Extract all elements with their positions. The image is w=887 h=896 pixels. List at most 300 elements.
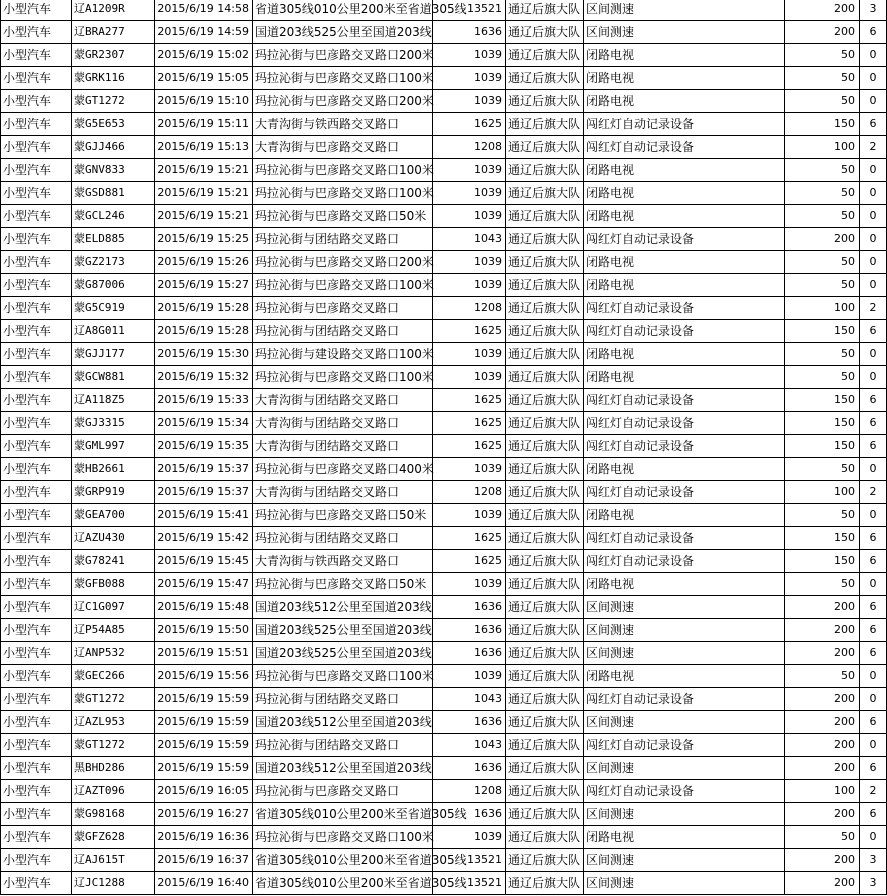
location-cell: 省道305线010公里200米至省道305线 [253, 872, 433, 895]
unit-cell: 通辽后旗大队 [506, 458, 584, 481]
plate-number-cell: 蒙G98168 [72, 803, 155, 826]
plate-number-cell: 蒙G87006 [72, 274, 155, 297]
unit-cell: 通辽后旗大队 [506, 205, 584, 228]
violation-code-cell: 1039 [433, 504, 506, 527]
violation-code-cell: 1039 [433, 274, 506, 297]
plate-number-cell: 蒙HB2661 [72, 458, 155, 481]
table-row [1, 872, 887, 895]
violation-time-cell: 2015/6/19 15:59 [155, 757, 253, 780]
fine-amount-cell: 50 [785, 67, 860, 90]
table-row [1, 0, 887, 21]
penalty-points-cell: 6 [860, 320, 887, 343]
unit-cell: 通辽后旗大队 [506, 527, 584, 550]
capture-method-cell: 闯红灯自动记录设备 [584, 320, 785, 343]
fine-amount-cell: 200 [785, 688, 860, 711]
vehicle-type-cell: 小型汽车 [1, 550, 72, 573]
vehicle-type-cell: 小型汽车 [1, 0, 72, 21]
vehicle-type-cell: 小型汽车 [1, 596, 72, 619]
unit-cell: 通辽后旗大队 [506, 642, 584, 665]
unit-cell: 通辽后旗大队 [506, 0, 584, 21]
fine-amount-cell: 150 [785, 113, 860, 136]
location-cell: 国道203线525公里至国道203线 [253, 21, 433, 44]
violation-code-cell: 1636 [433, 642, 506, 665]
table-row [1, 757, 887, 780]
unit-cell: 通辽后旗大队 [506, 297, 584, 320]
plate-number-cell: 蒙GZ2173 [72, 251, 155, 274]
unit-cell: 通辽后旗大队 [506, 435, 584, 458]
capture-method-cell: 区间测速 [584, 757, 785, 780]
table-row [1, 734, 887, 757]
violation-code-cell: 1625 [433, 435, 506, 458]
table-row [1, 205, 887, 228]
penalty-points-cell: 2 [860, 780, 887, 803]
violation-code-cell: 1043 [433, 734, 506, 757]
vehicle-type-cell: 小型汽车 [1, 803, 72, 826]
plate-number-cell: 蒙GRP919 [72, 481, 155, 504]
location-cell: 大青沟街与铁西路交叉路口 [253, 550, 433, 573]
penalty-points-cell: 6 [860, 803, 887, 826]
table-row [1, 458, 887, 481]
unit-cell: 通辽后旗大队 [506, 849, 584, 872]
violation-code-cell: 1625 [433, 527, 506, 550]
fine-amount-cell: 200 [785, 734, 860, 757]
violation-code-cell: 13521 [433, 0, 506, 21]
location-cell: 玛拉沁街与巴彦路交叉路口100米 [253, 366, 433, 389]
unit-cell: 通辽后旗大队 [506, 826, 584, 849]
unit-cell: 通辽后旗大队 [506, 389, 584, 412]
penalty-points-cell: 0 [860, 734, 887, 757]
penalty-points-cell: 0 [860, 366, 887, 389]
violation-code-cell: 1039 [433, 159, 506, 182]
table-row [1, 21, 887, 44]
capture-method-cell: 区间测速 [584, 21, 785, 44]
location-cell: 玛拉沁街与巴彦路交叉路口 [253, 780, 433, 803]
fine-amount-cell: 50 [785, 182, 860, 205]
plate-number-cell: 辽AZU430 [72, 527, 155, 550]
plate-number-cell: 辽P54A85 [72, 619, 155, 642]
table-row [1, 251, 887, 274]
violation-time-cell: 2015/6/19 15:59 [155, 688, 253, 711]
vehicle-type-cell: 小型汽车 [1, 849, 72, 872]
plate-number-cell: 蒙GJJ177 [72, 343, 155, 366]
unit-cell: 通辽后旗大队 [506, 274, 584, 297]
capture-method-cell: 闯红灯自动记录设备 [584, 481, 785, 504]
fine-amount-cell: 50 [785, 159, 860, 182]
location-cell: 玛拉沁街与巴彦路交叉路口100米 [253, 274, 433, 297]
location-cell: 玛拉沁街与巴彦路交叉路口100米 [253, 182, 433, 205]
violation-time-cell: 2015/6/19 15:35 [155, 435, 253, 458]
fine-amount-cell: 50 [785, 573, 860, 596]
vehicle-type-cell: 小型汽车 [1, 504, 72, 527]
capture-method-cell: 闯红灯自动记录设备 [584, 435, 785, 458]
violation-time-cell: 2015/6/19 14:58 [155, 0, 253, 21]
violation-code-cell: 1043 [433, 688, 506, 711]
violation-time-cell: 2015/6/19 15:30 [155, 343, 253, 366]
violation-time-cell: 2015/6/19 15:56 [155, 665, 253, 688]
violation-time-cell: 2015/6/19 15:02 [155, 44, 253, 67]
vehicle-type-cell: 小型汽车 [1, 757, 72, 780]
table-row [1, 136, 887, 159]
capture-method-cell: 闯红灯自动记录设备 [584, 688, 785, 711]
fine-amount-cell: 150 [785, 550, 860, 573]
location-cell: 玛拉沁街与巴彦路交叉路口50米 [253, 504, 433, 527]
violation-code-cell: 1208 [433, 780, 506, 803]
penalty-points-cell: 6 [860, 550, 887, 573]
vehicle-type-cell: 小型汽车 [1, 389, 72, 412]
location-cell: 玛拉沁街与团结路交叉路口 [253, 320, 433, 343]
violation-code-cell: 1208 [433, 297, 506, 320]
penalty-points-cell: 0 [860, 182, 887, 205]
fine-amount-cell: 50 [785, 205, 860, 228]
plate-number-cell: 辽AZL953 [72, 711, 155, 734]
capture-method-cell: 闯红灯自动记录设备 [584, 389, 785, 412]
penalty-points-cell: 0 [860, 205, 887, 228]
table-row [1, 343, 887, 366]
vehicle-type-cell: 小型汽车 [1, 458, 72, 481]
plate-number-cell: 辽A1209R [72, 0, 155, 21]
vehicle-type-cell: 小型汽车 [1, 688, 72, 711]
vehicle-type-cell: 小型汽车 [1, 297, 72, 320]
capture-method-cell: 区间测速 [584, 711, 785, 734]
vehicle-type-cell: 小型汽车 [1, 251, 72, 274]
table-row [1, 849, 887, 872]
location-cell: 玛拉沁街与巴彦路交叉路口100米 [253, 159, 433, 182]
fine-amount-cell: 200 [785, 711, 860, 734]
capture-method-cell: 闭路电视 [584, 366, 785, 389]
fine-amount-cell: 100 [785, 481, 860, 504]
fine-amount-cell: 200 [785, 803, 860, 826]
violation-code-cell: 1636 [433, 711, 506, 734]
fine-amount-cell: 100 [785, 136, 860, 159]
capture-method-cell: 闯红灯自动记录设备 [584, 527, 785, 550]
plate-number-cell: 辽C1G097 [72, 596, 155, 619]
unit-cell: 通辽后旗大队 [506, 596, 584, 619]
unit-cell: 通辽后旗大队 [506, 320, 584, 343]
vehicle-type-cell: 小型汽车 [1, 412, 72, 435]
capture-method-cell: 区间测速 [584, 803, 785, 826]
unit-cell: 通辽后旗大队 [506, 159, 584, 182]
plate-number-cell: 辽A118Z5 [72, 389, 155, 412]
vehicle-type-cell: 小型汽车 [1, 136, 72, 159]
violation-code-cell: 1039 [433, 67, 506, 90]
table-row [1, 803, 887, 826]
unit-cell: 通辽后旗大队 [506, 343, 584, 366]
capture-method-cell: 闯红灯自动记录设备 [584, 113, 785, 136]
violation-code-cell: 1636 [433, 803, 506, 826]
vehicle-type-cell: 小型汽车 [1, 274, 72, 297]
table-row [1, 826, 887, 849]
unit-cell: 通辽后旗大队 [506, 734, 584, 757]
plate-number-cell: 黑BHD286 [72, 757, 155, 780]
location-cell: 玛拉沁街与团结路交叉路口 [253, 228, 433, 251]
location-cell: 玛拉沁街与巴彦路交叉路口50米 [253, 573, 433, 596]
fine-amount-cell: 150 [785, 435, 860, 458]
capture-method-cell: 闯红灯自动记录设备 [584, 780, 785, 803]
penalty-points-cell: 0 [860, 274, 887, 297]
fine-amount-cell: 50 [785, 504, 860, 527]
table-body [1, 0, 887, 895]
violation-code-cell: 13521 [433, 849, 506, 872]
violation-time-cell: 2015/6/19 15:51 [155, 642, 253, 665]
violation-code-cell: 1039 [433, 182, 506, 205]
vehicle-type-cell: 小型汽车 [1, 826, 72, 849]
fine-amount-cell: 50 [785, 665, 860, 688]
plate-number-cell: 蒙GT1272 [72, 90, 155, 113]
violation-time-cell: 2015/6/19 15:05 [155, 67, 253, 90]
unit-cell: 通辽后旗大队 [506, 44, 584, 67]
capture-method-cell: 闭路电视 [584, 343, 785, 366]
table-row [1, 619, 887, 642]
plate-number-cell: 蒙G5E653 [72, 113, 155, 136]
plate-number-cell: 蒙GR2307 [72, 44, 155, 67]
capture-method-cell: 闭路电视 [584, 205, 785, 228]
fine-amount-cell: 100 [785, 780, 860, 803]
violation-time-cell: 2015/6/19 15:21 [155, 182, 253, 205]
violation-code-cell: 1208 [433, 481, 506, 504]
vehicle-type-cell: 小型汽车 [1, 343, 72, 366]
location-cell: 国道203线512公里至国道203线 [253, 757, 433, 780]
violation-time-cell: 2015/6/19 15:50 [155, 619, 253, 642]
capture-method-cell: 闭路电视 [584, 826, 785, 849]
unit-cell: 通辽后旗大队 [506, 665, 584, 688]
unit-cell: 通辽后旗大队 [506, 90, 584, 113]
violation-time-cell: 2015/6/19 15:21 [155, 205, 253, 228]
vehicle-type-cell: 小型汽车 [1, 711, 72, 734]
capture-method-cell: 闭路电视 [584, 274, 785, 297]
table-row [1, 228, 887, 251]
penalty-points-cell: 6 [860, 113, 887, 136]
capture-method-cell: 区间测速 [584, 849, 785, 872]
penalty-points-cell: 0 [860, 90, 887, 113]
fine-amount-cell: 150 [785, 320, 860, 343]
violation-time-cell: 2015/6/19 15:34 [155, 412, 253, 435]
vehicle-type-cell: 小型汽车 [1, 573, 72, 596]
penalty-points-cell: 0 [860, 573, 887, 596]
unit-cell: 通辽后旗大队 [506, 550, 584, 573]
table-row [1, 159, 887, 182]
table-row [1, 320, 887, 343]
vehicle-type-cell: 小型汽车 [1, 67, 72, 90]
plate-number-cell: 蒙ELD885 [72, 228, 155, 251]
fine-amount-cell: 150 [785, 412, 860, 435]
unit-cell: 通辽后旗大队 [506, 504, 584, 527]
penalty-points-cell: 0 [860, 44, 887, 67]
violation-time-cell: 2015/6/19 15:59 [155, 734, 253, 757]
unit-cell: 通辽后旗大队 [506, 757, 584, 780]
table-row [1, 688, 887, 711]
violation-code-cell: 1636 [433, 619, 506, 642]
penalty-points-cell: 6 [860, 389, 887, 412]
violation-code-cell: 13521 [433, 872, 506, 895]
location-cell: 玛拉沁街与巴彦路交叉路口100米 [253, 67, 433, 90]
table-row [1, 504, 887, 527]
penalty-points-cell: 6 [860, 757, 887, 780]
table-row [1, 366, 887, 389]
table-row [1, 596, 887, 619]
vehicle-type-cell: 小型汽车 [1, 872, 72, 895]
vehicle-type-cell: 小型汽车 [1, 228, 72, 251]
location-cell: 国道203线525公里至国道203线 [253, 642, 433, 665]
fine-amount-cell: 150 [785, 527, 860, 550]
unit-cell: 通辽后旗大队 [506, 21, 584, 44]
location-cell: 玛拉沁街与巴彦路交叉路口100米 [253, 826, 433, 849]
penalty-points-cell: 0 [860, 228, 887, 251]
unit-cell: 通辽后旗大队 [506, 136, 584, 159]
location-cell: 玛拉沁街与巴彦路交叉路口200米 [253, 44, 433, 67]
unit-cell: 通辽后旗大队 [506, 228, 584, 251]
penalty-points-cell: 0 [860, 251, 887, 274]
violation-time-cell: 2015/6/19 15:13 [155, 136, 253, 159]
violation-code-cell: 1636 [433, 21, 506, 44]
table-row [1, 642, 887, 665]
plate-number-cell: 蒙GT1272 [72, 734, 155, 757]
fine-amount-cell: 200 [785, 228, 860, 251]
table-row [1, 435, 887, 458]
table-row [1, 297, 887, 320]
location-cell: 国道203线525公里至国道203线 [253, 619, 433, 642]
location-cell: 省道305线010公里200米至省道305线 [253, 803, 433, 826]
fine-amount-cell: 100 [785, 297, 860, 320]
capture-method-cell: 闯红灯自动记录设备 [584, 412, 785, 435]
location-cell: 国道203线512公里至国道203线 [253, 711, 433, 734]
table-row [1, 44, 887, 67]
penalty-points-cell: 3 [860, 872, 887, 895]
violation-code-cell: 1039 [433, 366, 506, 389]
violation-time-cell: 2015/6/19 15:32 [155, 366, 253, 389]
location-cell: 玛拉沁街与团结路交叉路口 [253, 688, 433, 711]
fine-amount-cell: 50 [785, 366, 860, 389]
violation-code-cell: 1625 [433, 320, 506, 343]
penalty-points-cell: 3 [860, 0, 887, 21]
location-cell: 玛拉沁街与建设路交叉路口100米 [253, 343, 433, 366]
unit-cell: 通辽后旗大队 [506, 872, 584, 895]
violation-time-cell: 2015/6/19 15:26 [155, 251, 253, 274]
penalty-points-cell: 6 [860, 642, 887, 665]
table-row [1, 481, 887, 504]
table-row [1, 550, 887, 573]
penalty-points-cell: 6 [860, 596, 887, 619]
penalty-points-cell: 0 [860, 826, 887, 849]
location-cell: 玛拉沁街与巴彦路交叉路口200米 [253, 251, 433, 274]
penalty-points-cell: 6 [860, 619, 887, 642]
vehicle-type-cell: 小型汽车 [1, 366, 72, 389]
violation-time-cell: 2015/6/19 15:27 [155, 274, 253, 297]
violation-time-cell: 2015/6/19 16:36 [155, 826, 253, 849]
capture-method-cell: 闯红灯自动记录设备 [584, 136, 785, 159]
plate-number-cell: 辽ANP532 [72, 642, 155, 665]
plate-number-cell: 蒙GJ3315 [72, 412, 155, 435]
fine-amount-cell: 50 [785, 90, 860, 113]
violation-time-cell: 2015/6/19 15:21 [155, 159, 253, 182]
violation-code-cell: 1636 [433, 596, 506, 619]
plate-number-cell: 蒙GCW881 [72, 366, 155, 389]
violation-code-cell: 1039 [433, 343, 506, 366]
violation-time-cell: 2015/6/19 15:37 [155, 458, 253, 481]
violation-time-cell: 2015/6/19 15:28 [155, 297, 253, 320]
plate-number-cell: 蒙GT1272 [72, 688, 155, 711]
violation-time-cell: 2015/6/19 16:37 [155, 849, 253, 872]
location-cell: 玛拉沁街与团结路交叉路口 [253, 734, 433, 757]
table-row [1, 67, 887, 90]
unit-cell: 通辽后旗大队 [506, 412, 584, 435]
capture-method-cell: 区间测速 [584, 642, 785, 665]
vehicle-type-cell: 小型汽车 [1, 182, 72, 205]
capture-method-cell: 闭路电视 [584, 67, 785, 90]
location-cell: 玛拉沁街与巴彦路交叉路口200米 [253, 90, 433, 113]
capture-method-cell: 闯红灯自动记录设备 [584, 228, 785, 251]
unit-cell: 通辽后旗大队 [506, 803, 584, 826]
plate-number-cell: 蒙GFZ628 [72, 826, 155, 849]
violation-code-cell: 1039 [433, 44, 506, 67]
penalty-points-cell: 3 [860, 849, 887, 872]
vehicle-type-cell: 小型汽车 [1, 619, 72, 642]
vehicle-type-cell: 小型汽车 [1, 734, 72, 757]
violation-time-cell: 2015/6/19 15:59 [155, 711, 253, 734]
table-row [1, 274, 887, 297]
plate-number-cell: 辽A8G011 [72, 320, 155, 343]
penalty-points-cell: 2 [860, 481, 887, 504]
table-row [1, 780, 887, 803]
violation-time-cell: 2015/6/19 16:05 [155, 780, 253, 803]
violation-time-cell: 2015/6/19 16:40 [155, 872, 253, 895]
capture-method-cell: 区间测速 [584, 0, 785, 21]
table-row [1, 573, 887, 596]
violation-code-cell: 1625 [433, 412, 506, 435]
unit-cell: 通辽后旗大队 [506, 67, 584, 90]
violation-time-cell: 2015/6/19 15:42 [155, 527, 253, 550]
penalty-points-cell: 0 [860, 665, 887, 688]
vehicle-type-cell: 小型汽车 [1, 320, 72, 343]
fine-amount-cell: 200 [785, 619, 860, 642]
penalty-points-cell: 6 [860, 711, 887, 734]
plate-number-cell: 蒙G5C919 [72, 297, 155, 320]
plate-number-cell: 辽AZT096 [72, 780, 155, 803]
fine-amount-cell: 200 [785, 642, 860, 665]
location-cell: 大青沟街与团结路交叉路口 [253, 435, 433, 458]
location-cell: 大青沟街与巴彦路交叉路口 [253, 136, 433, 159]
unit-cell: 通辽后旗大队 [506, 366, 584, 389]
plate-number-cell: 蒙GML997 [72, 435, 155, 458]
capture-method-cell: 闯红灯自动记录设备 [584, 734, 785, 757]
plate-number-cell: 辽AJ615T [72, 849, 155, 872]
fine-amount-cell: 200 [785, 872, 860, 895]
capture-method-cell: 闯红灯自动记录设备 [584, 550, 785, 573]
violation-code-cell: 1625 [433, 389, 506, 412]
plate-number-cell: 蒙GJJ466 [72, 136, 155, 159]
unit-cell: 通辽后旗大队 [506, 113, 584, 136]
table-row [1, 527, 887, 550]
vehicle-type-cell: 小型汽车 [1, 780, 72, 803]
fine-amount-cell: 50 [785, 826, 860, 849]
plate-number-cell: 蒙G78241 [72, 550, 155, 573]
violation-code-cell: 1039 [433, 665, 506, 688]
fine-amount-cell: 50 [785, 343, 860, 366]
violation-time-cell: 2015/6/19 15:11 [155, 113, 253, 136]
penalty-points-cell: 6 [860, 412, 887, 435]
violation-code-cell: 1039 [433, 458, 506, 481]
fine-amount-cell: 200 [785, 0, 860, 21]
fine-amount-cell: 50 [785, 44, 860, 67]
location-cell: 国道203线512公里至国道203线 [253, 596, 433, 619]
violation-time-cell: 2015/6/19 15:48 [155, 596, 253, 619]
unit-cell: 通辽后旗大队 [506, 182, 584, 205]
table-row [1, 389, 887, 412]
violation-code-cell: 1636 [433, 757, 506, 780]
capture-method-cell: 闭路电视 [584, 665, 785, 688]
penalty-points-cell: 6 [860, 527, 887, 550]
location-cell: 省道305线010公里200米至省道305线 [253, 0, 433, 21]
penalty-points-cell: 2 [860, 297, 887, 320]
